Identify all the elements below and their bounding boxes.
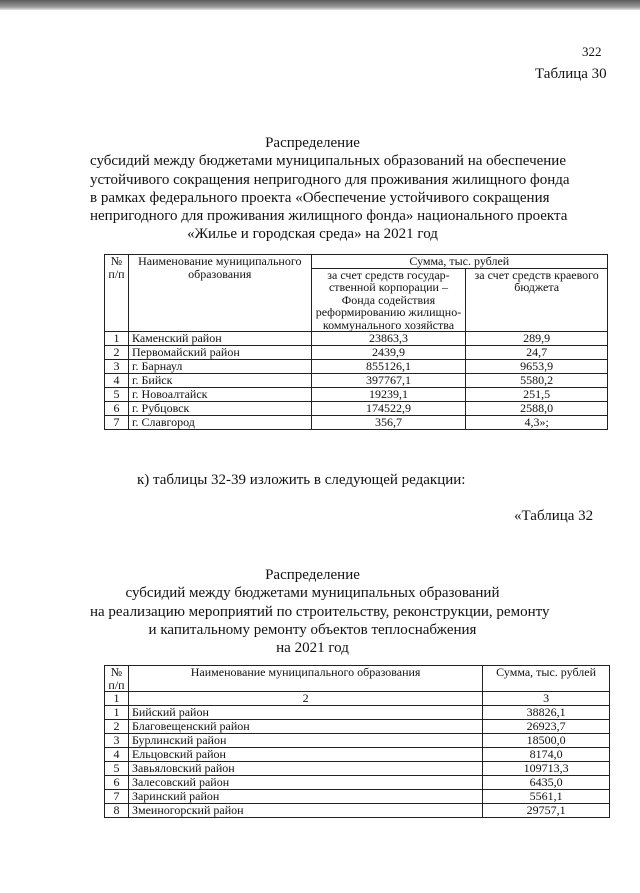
table-row: [105, 748, 610, 762]
regional-budget-amount: 289,9: [466, 332, 608, 346]
table-row: [105, 804, 610, 818]
subsidy-amount: 18500,0: [483, 734, 610, 748]
heading-line: Распределение: [265, 135, 360, 151]
row-number: 5: [105, 388, 129, 402]
row-number: 4: [105, 374, 129, 388]
heading-line: субсидий между бюджетами муниципальных образований: [125, 585, 500, 602]
federal-fund-amount: 2439,9: [311, 346, 466, 360]
row-number: 8: [105, 804, 129, 818]
municipality-name: Заринский район: [128, 790, 482, 804]
col-header-sum: Сумма, тыс. рублей: [311, 255, 607, 269]
municipality-name: Завьяловский район: [128, 762, 482, 776]
row-number: 5: [105, 762, 129, 776]
table-row: [105, 402, 608, 416]
table-row: [105, 720, 610, 734]
heading-line: на 2021 год: [276, 640, 349, 657]
table-row: [105, 776, 610, 790]
col-header-name: Наименование муниципального образования: [128, 666, 482, 692]
municipality-name: г. Барнаул: [128, 360, 311, 374]
heading-line: непригодного для проживания жилищного фонда» национального проекта: [90, 208, 568, 225]
index-cell: 1: [105, 692, 129, 706]
index-cell: 2: [128, 692, 482, 706]
table-row: [105, 790, 610, 804]
heading-line: в рамках федерального проекта «Обеспечение устойчивого сокращения: [90, 189, 550, 206]
col-header-number: № п/п: [105, 666, 129, 692]
table-row: [105, 734, 610, 748]
municipality-name: г. Славгород: [128, 416, 311, 430]
regional-budget-amount: 9653,9: [466, 360, 608, 374]
table-row: [105, 762, 610, 776]
table-row: [105, 706, 610, 720]
table-30-label: Таблица 30: [535, 66, 607, 82]
regional-budget-amount: 5580,2: [466, 374, 608, 388]
regional-budget-amount: 24,7: [466, 346, 608, 360]
amendment-note: к) таблицы 32-39 изложить в следующей редакции:: [137, 472, 466, 488]
row-number: 4: [105, 748, 129, 762]
heading-line: субсидий между бюджетами муниципальных образований на обеспечение: [90, 153, 566, 170]
col-header-federal-fund: за счет средств государ-ственной корпорации – Фонда содействия реформированию жилищно-коммунального хозяйства: [311, 268, 466, 332]
row-number: 7: [105, 416, 129, 430]
municipality-name: Змеиногорский район: [128, 804, 482, 818]
page-number: 322: [582, 44, 602, 59]
table-row: [105, 416, 608, 430]
table-row: [105, 332, 608, 346]
row-number: 6: [105, 776, 129, 790]
federal-fund-amount: 356,7: [311, 416, 466, 430]
row-number: 3: [105, 734, 129, 748]
heading-line: на реализацию мероприятий по строительству, реконструкции, ремонту: [90, 603, 550, 620]
regional-budget-amount: 4,3»;: [466, 416, 608, 430]
heading-table-32: [90, 566, 550, 657]
federal-fund-amount: 174522,9: [311, 402, 466, 416]
heading-line: и капитальному ремонту объектов теплоснабжения: [148, 621, 477, 638]
heading-line: Распределение: [265, 567, 360, 583]
municipality-name: Каменский район: [128, 332, 311, 346]
row-number: 1: [105, 332, 129, 346]
federal-fund-amount: 855126,1: [311, 360, 466, 374]
federal-fund-amount: 23863,3: [311, 332, 466, 346]
regional-budget-amount: 2588,0: [466, 402, 608, 416]
table-row: [105, 374, 608, 388]
subsidy-amount: 26923,7: [483, 720, 610, 734]
table-32-label: «Таблица 32: [514, 508, 594, 524]
subsidy-amount: 5561,1: [483, 790, 610, 804]
subsidy-table-30: [104, 254, 608, 430]
col-header-regional-budget: за счет средств краевого бюджета: [466, 268, 608, 332]
subsidy-table-32: [104, 665, 610, 818]
row-number: 6: [105, 402, 129, 416]
subsidy-amount: 109713,3: [483, 762, 610, 776]
heading-table-30: [90, 134, 570, 244]
row-number: 1: [105, 706, 129, 720]
row-number: 7: [105, 790, 129, 804]
municipality-name: Первомайский район: [128, 346, 311, 360]
municipality-name: г. Новоалтайск: [128, 388, 311, 402]
heading-line: устойчивого сокращения непригодного для проживания жилищного фонда: [90, 171, 570, 188]
federal-fund-amount: 397767,1: [311, 374, 466, 388]
row-number: 2: [105, 720, 129, 734]
municipality-name: Залесовский район: [128, 776, 482, 790]
subsidy-amount: 8174,0: [483, 748, 610, 762]
table-row: [105, 360, 608, 374]
heading-line: «Жилье и городская среда» на 2021 год: [187, 226, 438, 243]
federal-fund-amount: 19239,1: [311, 388, 466, 402]
col-header-number: № п/п: [105, 255, 129, 332]
municipality-name: Бурлинский район: [128, 734, 482, 748]
row-number: 3: [105, 360, 129, 374]
subsidy-amount: 38826,1: [483, 706, 610, 720]
municipality-name: Благовещенский район: [128, 720, 482, 734]
col-header-sum: Сумма, тыс. рублей: [483, 666, 610, 692]
municipality-name: Ельцовский район: [128, 748, 482, 762]
municipality-name: Бийский район: [128, 706, 482, 720]
regional-budget-amount: 251,5: [466, 388, 608, 402]
municipality-name: г. Рубцовск: [128, 402, 311, 416]
col-header-name: Наименование муниципального образования: [128, 255, 311, 332]
index-cell: 3: [483, 692, 610, 706]
table-row: [105, 346, 608, 360]
scan-edge-bar: [0, 0, 640, 10]
row-number: 2: [105, 346, 129, 360]
table-row: [105, 388, 608, 402]
municipality-name: г. Бийск: [128, 374, 311, 388]
subsidy-amount: 29757,1: [483, 804, 610, 818]
subsidy-amount: 6435,0: [483, 776, 610, 790]
